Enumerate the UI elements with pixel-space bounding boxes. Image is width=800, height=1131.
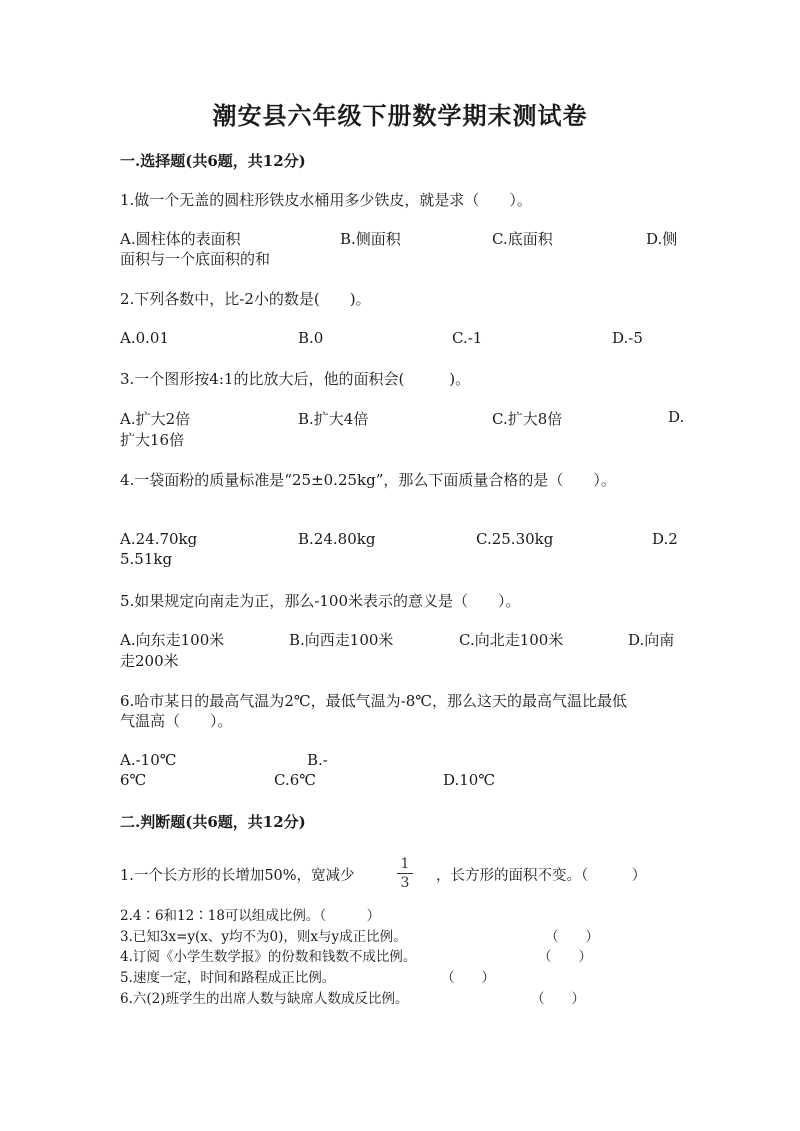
section-heading-judgment: 二.判断题(共6题，共12分) (120, 813, 306, 831)
question-3-stem: 3.一个图形按4:1的比放大后，他的面积会( )。 (120, 370, 471, 388)
question-1-option-d-cont: 面积与一个底面积的和 (120, 250, 271, 268)
section-heading-choice: 一.选择题(共6题，共12分) (120, 152, 306, 170)
question-5-option-b: B.向西走100米 (289, 631, 394, 649)
question-4-stem: 4.一袋面粉的质量标准是“25±0.25kg”，那么下面质量合格的是（ ）。 (120, 471, 616, 489)
question-4-option-d-cont: 5.51kg (120, 550, 173, 568)
question-4-option-d: D.2 (652, 530, 678, 548)
question-5-option-c: C.向北走100米 (459, 631, 564, 649)
question-1-stem: 1.做一个无盖的圆柱形铁皮水桶用多少铁皮，就是求（ ）。 (120, 191, 532, 209)
judgment-6: 6.六(2)班学生的出席人数与缺席人数成反比例。 (120, 991, 409, 1007)
question-6-stem-line2: 气温高（ ）。 (120, 712, 233, 730)
judgment-4-paren: （ ） (538, 949, 592, 965)
question-6-option-a: A.-10℃ (120, 751, 177, 769)
question-2-stem: 2.下列各数中，比-2小的数是( )。 (120, 290, 371, 308)
question-1-option-b: B.侧面积 (340, 230, 401, 248)
judgment-3-paren: （ ） (545, 929, 599, 945)
judgment-5-paren: （ ） (441, 970, 495, 986)
question-2-option-c: C.-1 (452, 329, 483, 347)
question-1-option-c: C.底面积 (492, 230, 553, 248)
judgment-5: 5.速度一定，时间和路程成正比例。 (120, 970, 336, 986)
judgment-6-paren: （ ） (531, 991, 585, 1007)
question-4-option-c: C.25.30kg (476, 530, 554, 548)
question-5-stem: 5.如果规定向南走为正，那么-100米表示的意义是（ ）。 (120, 592, 521, 610)
question-3-option-c: C.扩大8倍 (492, 410, 563, 428)
question-6-stem-line1: 6.哈市某日的最高气温为2℃，最低气温为-8℃，那么这天的最高气温比最低 (120, 692, 628, 710)
question-3-option-b: B.扩大4倍 (298, 410, 369, 428)
question-4-option-b: B.24.80kg (298, 530, 376, 548)
question-3-option-a: A.扩大2倍 (120, 410, 191, 428)
question-2-option-b: B.0 (298, 329, 324, 347)
question-1-option-d: D.侧 (646, 230, 678, 248)
question-3-option-d: D. (668, 408, 685, 426)
fraction-bar (397, 873, 413, 874)
judgment-1-fraction (394, 856, 416, 891)
judgment-1-text-before: 1.一个长方形的长增加50%，宽减少 (120, 868, 355, 884)
page-title: 潮安县六年级下册数学期末测试卷 (212, 101, 588, 130)
question-6-option-c: C.6℃ (274, 771, 317, 789)
judgment-4: 4.订阅《小学生数学报》的份数和钱数不成比例。 (120, 949, 417, 965)
question-3-option-d-cont: 扩大16倍 (120, 431, 185, 449)
question-1-option-a: A.圆柱体的表面积 (120, 230, 241, 248)
fraction-denominator: 3 (400, 875, 410, 891)
question-2-option-d: D.-5 (612, 329, 643, 347)
question-5-option-a: A.向东走100米 (120, 631, 225, 649)
question-5-option-d-cont: 走200米 (120, 652, 179, 670)
question-4-option-a: A.24.70kg (120, 530, 198, 548)
judgment-2: 2.4∶6和12∶18可以组成比例。（ ） (120, 908, 381, 924)
question-6-option-b: B.- (307, 751, 328, 769)
question-2-option-a: A.0.01 (120, 329, 169, 347)
fraction-numerator: 1 (400, 856, 410, 872)
question-6-option-b-cont: 6℃ (120, 771, 147, 789)
judgment-3: 3.已知3x=y(x、y均不为0)，则x与y成正比例。 (120, 929, 407, 945)
question-6-option-d: D.10℃ (443, 771, 496, 789)
judgment-1-text-after: ，长方形的面积不变。（ ） (436, 868, 647, 884)
question-5-option-d: D.向南 (628, 631, 675, 649)
